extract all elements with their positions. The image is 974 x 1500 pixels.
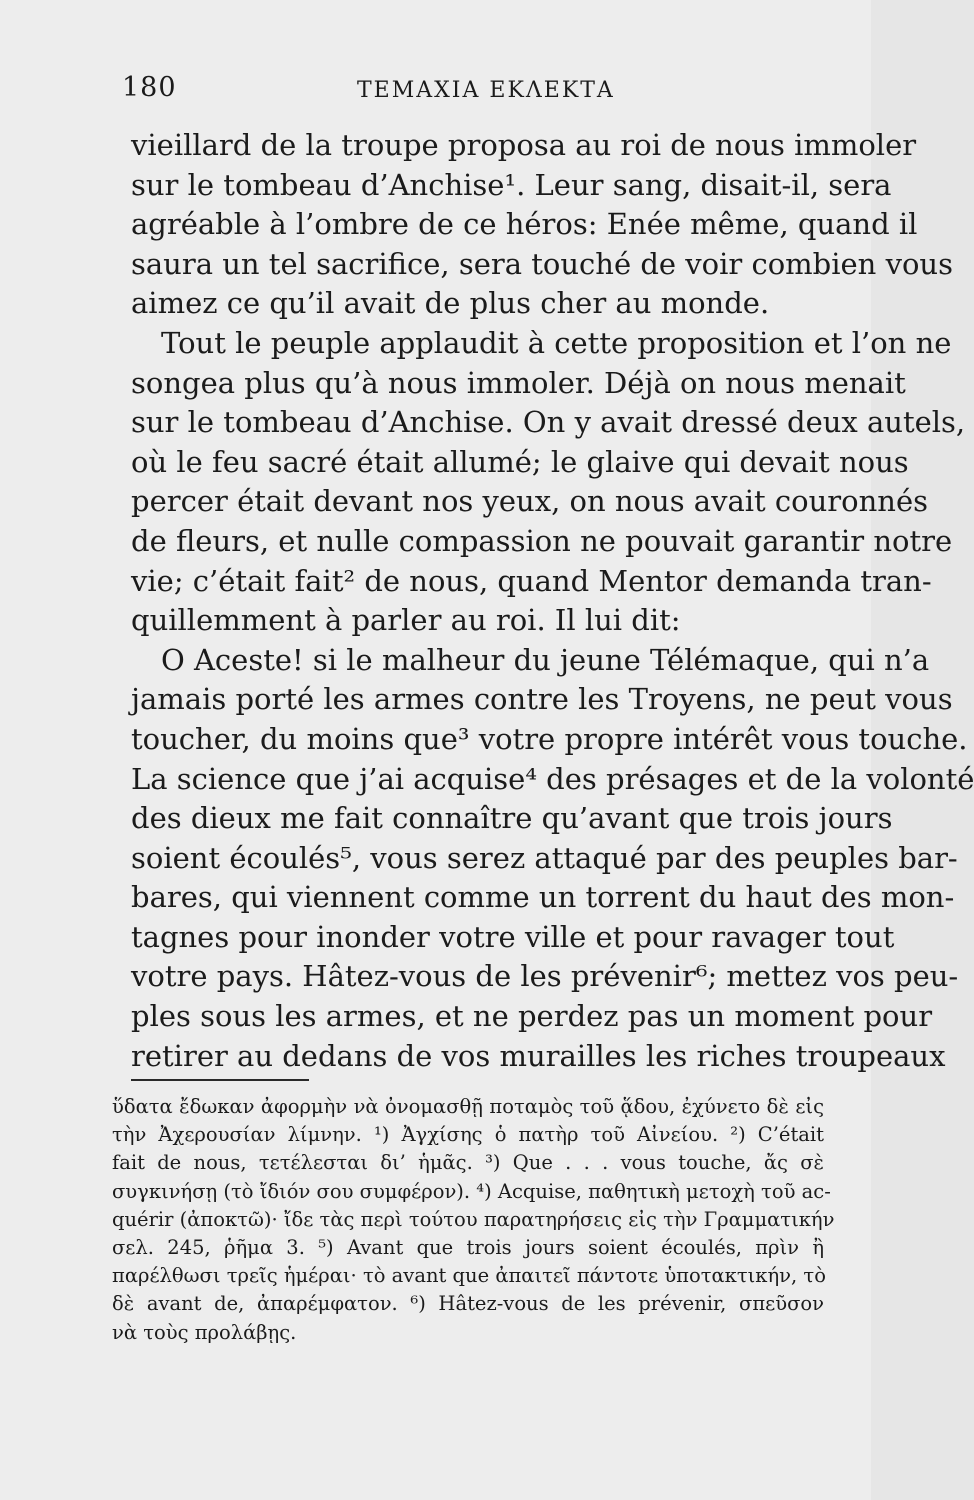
footnote-line: τὴν Ἀχερουσίαν λίμνην. ¹) Ἀγχίσης ὁ πατὴρ τοῦ Αἰνείου. ²) C’était	[112, 1123, 824, 1147]
text-line: songea plus qu’à nous immoler. Déjà on nous menait	[131, 365, 906, 400]
footnote-line: σελ. 245, ῥῆμα 3. ⁵) Avant que trois jours soient écoulés, πρὶν ἢ	[112, 1235, 824, 1259]
footnote-line: παρέλθωσι τρεῖς ἡμέραι· τὸ avant que ἀπαιτεῖ πάντοτε ὑποτακτικήν, τὸ	[112, 1264, 826, 1288]
page-number: 180	[122, 72, 177, 103]
text-line: toucher, du moins que³ votre propre intérêt vous touche.	[131, 721, 968, 756]
footnote-divider	[131, 1079, 309, 1081]
text-line: La science que j’ai acquise⁴ des présages et de la volonté	[131, 761, 974, 796]
footnote-line: συγκινήσῃ (τὸ ἴδιόν σου συμφέρον). ⁴) Acquise, παθητικὴ μετοχὴ τοῦ ac-	[112, 1179, 831, 1203]
text-line: votre pays. Hâtez-vous de les prévenir⁶; mettez vos peu-	[131, 959, 959, 994]
text-line: aimez ce qu’il avait de plus cher au monde.	[131, 286, 770, 321]
text-line: de fleurs, et nulle compassion ne pouvait garantir notre	[131, 523, 953, 558]
text-line: ples sous les armes, et ne perdez pas un moment pour	[131, 999, 933, 1034]
text-line: sur le tombeau d’Anchise. On y avait dressé deux autels,	[131, 405, 966, 440]
text-line: quillemment à parler au roi. Il lui dit:	[131, 603, 681, 638]
text-line: agréable à l’ombre de ce héros: Enée même, quand il	[131, 207, 918, 242]
text-line: soient écoulés⁵, vous serez attaqué par des peuples bar-	[131, 840, 958, 875]
text-line: des dieux me fait connaître qu’avant que trois jours	[131, 801, 893, 836]
text-line: vieillard de la troupe proposa au roi de nous immoler	[131, 128, 917, 162]
text-line: vie; c’était fait² de nous, quand Mentor demanda tran-	[131, 563, 932, 598]
running-title: ΤΕΜΑΧΙΑ ΕΚΛΕΚΤΑ	[357, 78, 615, 103]
text-line: Tout le peuple applaudit à cette proposition et l’on ne	[161, 325, 952, 360]
text-line: percer était devant nos yeux, on nous avait couronnés	[131, 484, 929, 519]
footnote-line: νὰ τοὺς προλάβῃς.	[112, 1320, 297, 1344]
footnote-line: δὲ avant de, ἀπαρέμφατον. ⁶) Hâtez-vous de les prévenir, σπεῦσον	[112, 1292, 824, 1316]
footnote-line: fait de nous, τετέλεσται δι’ ἡμᾶς. ³) Que . . . vous touche, ἄς σὲ	[112, 1151, 824, 1175]
text-line: où le feu sacré était allumé; le glaive qui devait nous	[131, 444, 909, 479]
text-line: bares, qui viennent comme un torrent du haut des mon-	[131, 880, 955, 915]
text-line: O Aceste! si le malheur du jeune Télémaque, qui n’a	[161, 642, 930, 677]
page-header	[122, 68, 831, 108]
text-line: retirer au dedans de vos murailles les riches troupeaux	[131, 1038, 946, 1073]
main-text	[131, 126, 974, 1076]
text-line: jamais porté les armes contre les Troyens, ne peut vous	[131, 682, 953, 717]
footnote-line: ὕδατα ἔδωκαν ἀφορμὴν νὰ ὀνομασθῇ ποταμὸς τοῦ ᾅδου, ἐχύνετο δὲ εἰς	[112, 1095, 824, 1118]
footnotes	[112, 1093, 835, 1347]
text-line: tagnes pour inonder votre ville et pour ravager tout	[131, 919, 895, 954]
text-line: sur le tombeau d’Anchise¹. Leur sang, disait-il, sera	[131, 167, 892, 202]
footnote-line: quérir (ἀποκτῶ)· ἴδε τὰς περὶ τούτου παρατηρήσεις εἰς τὴν Γραμματικήν	[112, 1207, 835, 1231]
text-line: saura un tel sacrifice, sera touché de voir combien vous	[131, 246, 953, 281]
